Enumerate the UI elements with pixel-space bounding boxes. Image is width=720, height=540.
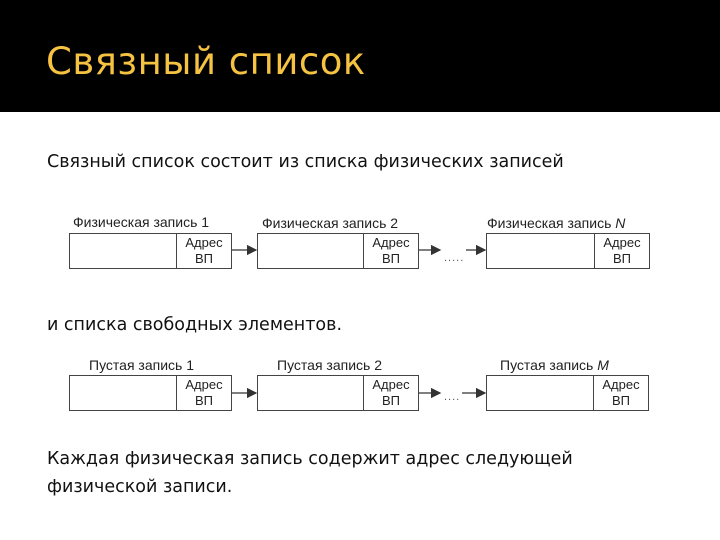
address-cell: Адрес ВП: [594, 234, 649, 268]
record-caption: Физическая запись 1: [73, 214, 210, 230]
address-cell: Адрес ВП: [176, 234, 231, 268]
paragraph-physical-records: Связный список состоит из списка физических записей: [47, 152, 564, 172]
address-cell: Адрес ВП: [176, 376, 231, 410]
ellipsis: ....: [444, 391, 461, 403]
conclusion-line-2: физической записи.: [47, 477, 233, 497]
address-cell: Адрес ВП: [363, 234, 418, 268]
record-caption: Пустая запись 2: [277, 357, 383, 373]
record-caption: Пустая запись 1: [89, 357, 195, 373]
address-cell: Адрес ВП: [593, 376, 648, 410]
record-caption: Физическая запись N: [487, 215, 626, 231]
paragraph-free-elements: и списка свободных элементов.: [47, 315, 343, 335]
conclusion-line-1: Каждая физическая запись содержит адрес следующей: [47, 449, 573, 469]
record-caption: Пустая запись M: [500, 357, 609, 373]
paragraph-conclusion: [47, 445, 573, 501]
ellipsis: .....: [444, 252, 465, 264]
address-cell: Адрес ВП: [363, 376, 418, 410]
slide-title: Связный список: [46, 40, 366, 83]
record-caption: Физическая запись 2: [262, 215, 399, 231]
